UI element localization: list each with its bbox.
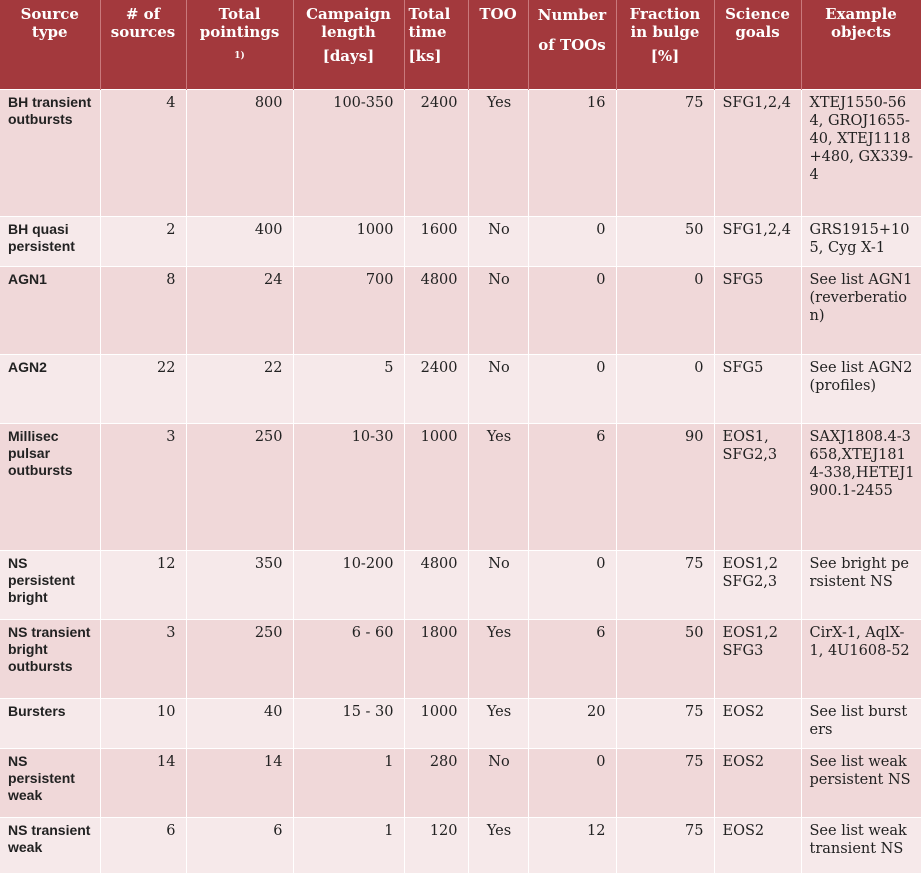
header-time-label: Total time — [408, 5, 451, 41]
row-too: Yes — [468, 89, 528, 216]
row-source-type: NS persistent bright — [0, 550, 100, 619]
table-body — [0, 89, 921, 873]
row-science-goals: EOS1, SFG2,3 — [714, 423, 801, 550]
row-source-type: BH transient outbursts — [0, 89, 100, 216]
row-science-goals: SFG5 — [714, 266, 801, 354]
row-total-pointings: 14 — [186, 748, 293, 817]
row-too: Yes — [468, 619, 528, 698]
row-fraction-bulge: 50 — [616, 619, 714, 698]
row-total-time: 1800 — [404, 619, 468, 698]
header-source-type: Source type — [0, 0, 100, 89]
header-example-objects: Example objects — [801, 0, 921, 89]
row-number-of-toos: 0 — [528, 266, 616, 354]
row-fraction-bulge: 0 — [616, 354, 714, 423]
row-campaign-length: 100-350 — [293, 89, 404, 216]
row-fraction-bulge: 75 — [616, 698, 714, 748]
row-number-of-toos: 0 — [528, 748, 616, 817]
row-total-time: 1000 — [404, 698, 468, 748]
row-total-pointings: 250 — [186, 619, 293, 698]
header-fraction-bulge — [616, 0, 714, 89]
header-total-pointings — [186, 0, 293, 89]
row-source-type: Bursters — [0, 698, 100, 748]
row-total-time: 4800 — [404, 266, 468, 354]
row-number-of-toos: 0 — [528, 216, 616, 266]
row-total-pointings: 40 — [186, 698, 293, 748]
row-campaign-length: 5 — [293, 354, 404, 423]
row-num-sources: 14 — [100, 748, 186, 817]
row-total-pointings: 22 — [186, 354, 293, 423]
row-num-sources: 2 — [100, 216, 186, 266]
row-total-time: 2400 — [404, 354, 468, 423]
row-number-of-toos: 12 — [528, 817, 616, 873]
row-fraction-bulge: 0 — [616, 266, 714, 354]
row-too: No — [468, 266, 528, 354]
row-fraction-bulge: 90 — [616, 423, 714, 550]
row-campaign-length: 15 - 30 — [293, 698, 404, 748]
row-source-type: NS transient weak — [0, 817, 100, 873]
header-campaign-unit: [days] — [322, 47, 375, 65]
header-total-pointings-label: Total pointings — [199, 5, 280, 41]
row-campaign-length: 1000 — [293, 216, 404, 266]
row-num-sources: 6 — [100, 817, 186, 873]
row-num-sources: 8 — [100, 266, 186, 354]
header-pointings-note: 1) — [234, 51, 245, 61]
row-science-goals: SFG1,2,4 — [714, 216, 801, 266]
table-row — [0, 216, 921, 266]
row-fraction-bulge: 75 — [616, 748, 714, 817]
row-campaign-length: 1 — [293, 748, 404, 817]
row-total-time: 2400 — [404, 89, 468, 216]
header-too: TOO — [468, 0, 528, 89]
table-row — [0, 748, 921, 817]
row-science-goals: EOS1,2 SFG3 — [714, 619, 801, 698]
row-num-sources: 4 — [100, 89, 186, 216]
row-fraction-bulge: 75 — [616, 89, 714, 216]
header-fraction-label: Fraction in bulge — [629, 5, 701, 41]
row-science-goals: EOS2 — [714, 698, 801, 748]
row-science-goals: SFG5 — [714, 354, 801, 423]
row-source-type: Millisec pulsar outbursts — [0, 423, 100, 550]
row-total-pointings: 6 — [186, 817, 293, 873]
row-total-pointings: 400 — [186, 216, 293, 266]
row-too: Yes — [468, 817, 528, 873]
row-total-time: 1600 — [404, 216, 468, 266]
table-row — [0, 817, 921, 873]
row-source-type: NS persistent weak — [0, 748, 100, 817]
row-num-sources: 10 — [100, 698, 186, 748]
table-row — [0, 89, 921, 216]
row-source-type: AGN1 — [0, 266, 100, 354]
row-source-type: NS transient bright outbursts — [0, 619, 100, 698]
row-example-objects: See bright persistent NS — [801, 550, 921, 619]
row-source-type: AGN2 — [0, 354, 100, 423]
row-example-objects: See list AGN1 (reverberation) — [801, 266, 921, 354]
table-row — [0, 266, 921, 354]
row-science-goals: EOS2 — [714, 817, 801, 873]
row-num-sources: 12 — [100, 550, 186, 619]
row-too: No — [468, 216, 528, 266]
row-number-of-toos: 20 — [528, 698, 616, 748]
row-example-objects: See list weak transient NS — [801, 817, 921, 873]
table-row — [0, 423, 921, 550]
row-total-time: 280 — [404, 748, 468, 817]
row-num-sources: 3 — [100, 423, 186, 550]
row-example-objects: See list bursters — [801, 698, 921, 748]
row-total-pointings: 350 — [186, 550, 293, 619]
header-number-of-toos: Number of TOOs — [528, 0, 616, 89]
row-number-of-toos: 16 — [528, 89, 616, 216]
row-total-time: 120 — [404, 817, 468, 873]
row-example-objects: CirX-1, AqlX-1, 4U1608-52 — [801, 619, 921, 698]
row-campaign-length: 1 — [293, 817, 404, 873]
row-too: No — [468, 354, 528, 423]
header-total-time — [404, 0, 468, 89]
row-example-objects: See list weak persistent NS — [801, 748, 921, 817]
row-too: No — [468, 748, 528, 817]
row-total-pointings: 800 — [186, 89, 293, 216]
row-example-objects: See list AGN2 (profiles) — [801, 354, 921, 423]
row-too: Yes — [468, 698, 528, 748]
table-row — [0, 619, 921, 698]
header-fraction-unit: [%] — [650, 47, 680, 65]
row-too: No — [468, 550, 528, 619]
row-total-pointings: 250 — [186, 423, 293, 550]
header-campaign-label: Campaign length — [306, 5, 391, 41]
row-number-of-toos: 6 — [528, 619, 616, 698]
row-number-of-toos: 6 — [528, 423, 616, 550]
table-row — [0, 354, 921, 423]
header-science-goals: Science goals — [714, 0, 801, 89]
table-row — [0, 698, 921, 748]
row-science-goals: SFG1,2,4 — [714, 89, 801, 216]
row-source-type: BH quasi persistent — [0, 216, 100, 266]
row-total-time: 1000 — [404, 423, 468, 550]
header-num-sources: # of sources — [100, 0, 186, 89]
row-number-of-toos: 0 — [528, 550, 616, 619]
header-campaign-length — [293, 0, 404, 89]
header-row — [0, 0, 921, 89]
row-fraction-bulge: 50 — [616, 216, 714, 266]
row-total-time: 4800 — [404, 550, 468, 619]
row-fraction-bulge: 75 — [616, 817, 714, 873]
table-row — [0, 550, 921, 619]
row-campaign-length: 6 - 60 — [293, 619, 404, 698]
row-example-objects: XTEJ1550-564, GROJ1655-40, XTEJ1118+480, GX339-4 — [801, 89, 921, 216]
row-number-of-toos: 0 — [528, 354, 616, 423]
row-num-sources: 22 — [100, 354, 186, 423]
row-example-objects: GRS1915+105, Cyg X-1 — [801, 216, 921, 266]
row-fraction-bulge: 75 — [616, 550, 714, 619]
row-example-objects: SAXJ1808.4-3658,XTEJ1814-338,HETEJ1900.1-2455 — [801, 423, 921, 550]
row-campaign-length: 10-200 — [293, 550, 404, 619]
row-campaign-length: 700 — [293, 266, 404, 354]
row-science-goals: EOS2 — [714, 748, 801, 817]
row-total-pointings: 24 — [186, 266, 293, 354]
row-num-sources: 3 — [100, 619, 186, 698]
row-science-goals: EOS1,2 SFG2,3 — [714, 550, 801, 619]
header-time-unit: [ks] — [408, 47, 442, 65]
row-too: Yes — [468, 423, 528, 550]
row-campaign-length: 10-30 — [293, 423, 404, 550]
